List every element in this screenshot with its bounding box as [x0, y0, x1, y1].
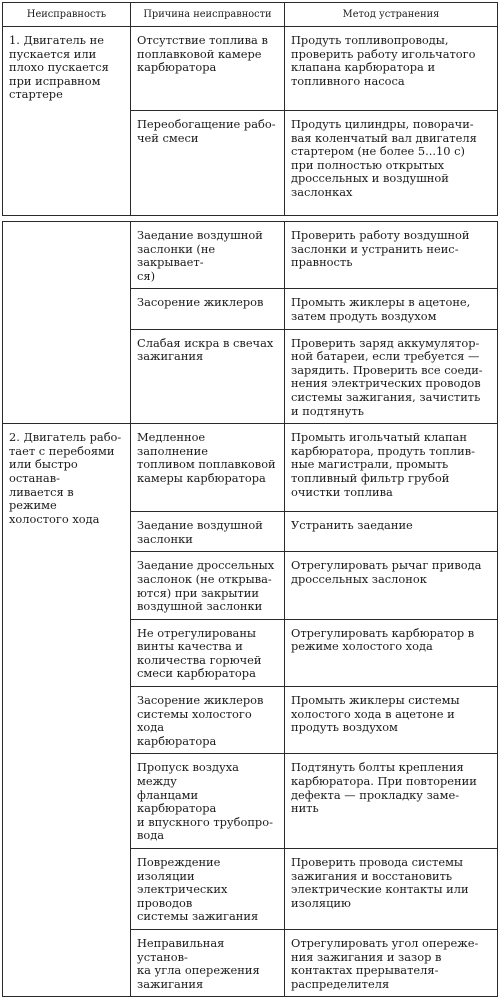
remedy-cell [285, 619, 498, 686]
remedy-cell [285, 687, 498, 754]
cause-text: Отсутствие топлива в поплавковой камере карбюратора [137, 33, 268, 75]
remedy-cell [285, 27, 498, 111]
table-header-row [3, 3, 498, 27]
remedy-text: Промыть жиклеры системы холостого хода в ацетоне и продуть воздухом [291, 693, 460, 735]
cause-text: Засорение жиклеров системы холостого хода карбюратора [137, 693, 264, 748]
table-row [3, 27, 498, 111]
fault-cell-empty [3, 222, 131, 424]
remedy-cell [285, 754, 498, 849]
remedy-text: Промыть жиклеры в ацетоне, затем продуть воздухом [291, 295, 471, 323]
remedy-cell [285, 512, 498, 552]
cause-text: Медленное заполнение топливом поплавковой камеры карбюратора [137, 430, 276, 485]
cause-text: Заедание воздушной заслонки (не закрывает- ся) [137, 228, 263, 283]
remedy-cell [285, 111, 498, 216]
header-fault: Неисправность [3, 3, 131, 27]
cause-cell [131, 424, 285, 512]
remedy-cell [285, 552, 498, 619]
cause-cell [131, 619, 285, 686]
remedy-text: Промыть игольчатый клапан карбюратора, продуть топлив- ные магистрали, промыть топливный фильтр грубой очистки топлива [291, 430, 475, 499]
header-cause: Причина неисправности [131, 3, 285, 27]
remedy-text: Продуть топливопроводы, проверить работу игольчатого клапана карбюратора и топливного насоса [291, 33, 476, 88]
remedy-cell [285, 329, 498, 424]
remedy-text: Подтянуть болты крепления карбюратора. При повторении дефекта — прокладку заме- нить [291, 760, 477, 816]
cause-cell [131, 27, 285, 111]
remedy-cell [285, 222, 498, 289]
fault-text: 2. Двигатель рабо- тает с перебоями или быстро останав- ливается в режиме холостого хода [9, 430, 122, 526]
cause-cell [131, 849, 285, 930]
fault-table-page [2, 2, 498, 997]
remedy-text: Отрегулировать угол опереже- ния зажигания и зазор в контактах прерывателя- распределителя [291, 935, 479, 991]
fault-cell [3, 424, 131, 997]
remedy-text: Отрегулировать карбюратор в режиме холостого хода [291, 625, 475, 654]
cause-cell [131, 754, 285, 849]
remedy-cell [285, 929, 498, 996]
remedy-text: Продуть цилиндры, поворачи- вая коленчатый вал двигателя стартером (не более 5...10 с) при полностью открытых дроссельных и воздушной заслонках [291, 117, 477, 199]
fault-table [2, 2, 498, 997]
remedy-text: Проверить провода системы зажигания и восстановить электрические контакты или изоляцию [291, 855, 469, 910]
cause-cell [131, 222, 285, 289]
remedy-cell [285, 849, 498, 930]
cause-cell [131, 687, 285, 754]
remedy-text: Отрегулировать рычаг привода дроссельных заслонок [291, 558, 482, 586]
cause-cell [131, 111, 285, 216]
cause-text: Засорение жиклеров [137, 295, 264, 310]
cause-text: Не отрегулированы винты качества и количества горючей смеси карбюратора [137, 625, 262, 681]
remedy-text: Проверить заряд аккумулятор- ной батареи, если требуется — зарядить. Проверить все соеди- нения электрических проводов системы зажигания, зачистить и подтянуть [291, 335, 483, 418]
remedy-cell [285, 289, 498, 329]
cause-cell [131, 329, 285, 424]
cause-text: Неправильная установ- ка угла опережения зажигания [137, 935, 260, 991]
cause-cell [131, 512, 285, 552]
remedy-text: Проверить работу воздушной заслонки и устранить неис- правность [291, 228, 470, 270]
cause-text: Пропуск воздуха между фланцами карбюратора и впускного трубопро- вода [137, 760, 273, 843]
cause-cell [131, 552, 285, 619]
table-row [3, 424, 498, 512]
remedy-text: Устранить заедание [291, 518, 413, 533]
table-row [3, 222, 498, 289]
fault-cell [3, 27, 131, 216]
cause-text: Повреждение изоляции электрических проводов системы зажигания [137, 855, 259, 924]
remedy-cell [285, 424, 498, 512]
cause-text: Заедание дроссельных заслонок (не открыва- ются) при закрытии воздушной заслонки [137, 558, 275, 614]
cause-cell [131, 289, 285, 329]
cause-text: Заедание воздушной заслонки [137, 518, 263, 546]
cause-text: Переобогащение рабо- чей смеси [137, 117, 276, 145]
fault-text: 1. Двигатель не пускается или плохо пускается при исправном стартере [9, 33, 109, 102]
cause-cell [131, 929, 285, 996]
header-remedy: Метод устранения [285, 3, 498, 27]
cause-text: Слабая искра в свечах зажигания [137, 335, 274, 364]
